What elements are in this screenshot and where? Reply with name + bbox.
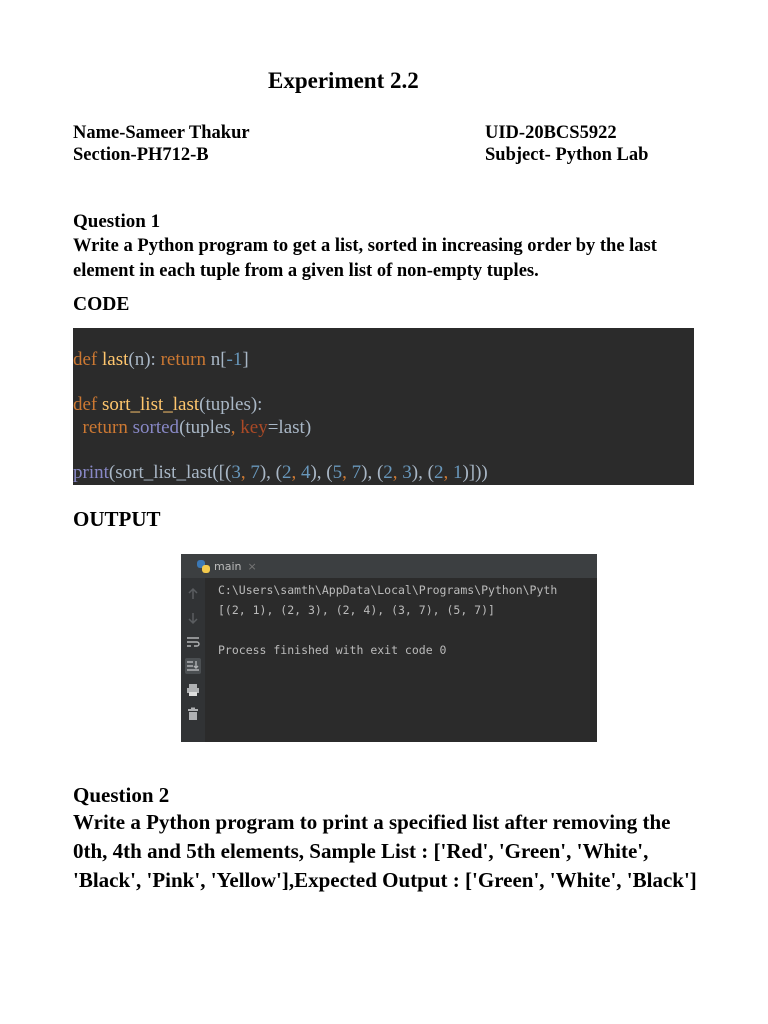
keyword: return bbox=[73, 416, 133, 438]
code-text: ), ( bbox=[310, 461, 333, 483]
down-arrow-icon[interactable] bbox=[185, 610, 201, 626]
code-text: )])) bbox=[462, 461, 488, 483]
question1-label: Question 1 bbox=[73, 211, 161, 232]
up-arrow-icon[interactable] bbox=[185, 586, 201, 602]
code-text: (sort_list_last([( bbox=[108, 461, 232, 483]
comma: , bbox=[291, 461, 301, 483]
number-literal: 7 bbox=[351, 461, 362, 483]
comma: , bbox=[392, 461, 403, 483]
number-literal: 2 bbox=[433, 461, 444, 483]
keyword: def bbox=[73, 394, 103, 415]
student-uid: UID-20BCS5922 bbox=[485, 123, 617, 143]
number-literal: 1 bbox=[452, 461, 463, 483]
code-text: ), ( bbox=[361, 461, 384, 483]
code-line-1 bbox=[73, 349, 694, 372]
number-literal: -1 bbox=[226, 349, 243, 370]
code-text: =last) bbox=[267, 416, 312, 438]
code-label: CODE bbox=[73, 294, 130, 315]
code-text: ), ( bbox=[411, 461, 434, 483]
function-name: sort_list_last bbox=[102, 394, 200, 415]
code-text: (tuples bbox=[179, 416, 231, 438]
terminal-exit-line: Process finished with exit code 0 bbox=[218, 643, 447, 657]
code-line-4 bbox=[73, 462, 694, 485]
number-literal: 3 bbox=[231, 461, 241, 483]
soft-wrap-icon[interactable] bbox=[185, 634, 201, 650]
terminal-toolbar bbox=[181, 578, 205, 742]
number-literal: 2 bbox=[281, 461, 292, 483]
comma: , bbox=[443, 461, 453, 483]
question2-text: Write a Python program to print a specified list after removing the 0th, 4th and 5th elements, Sample List : ['Red', 'Green', 'White', 'Black', 'Pink', 'Yellow'],Expected Output : ['Green', 'White', 'Black'] bbox=[73, 810, 697, 892]
code-block bbox=[73, 328, 694, 485]
code-line-2 bbox=[73, 394, 694, 417]
builtin-name: print bbox=[73, 461, 109, 483]
question2-label: Question 2 bbox=[73, 783, 170, 807]
question1-text: Write a Python program to get a list, sorted in increasing order by the last element in each tuple from a given list of non-empty tuples. bbox=[73, 236, 657, 281]
scroll-to-end-icon[interactable] bbox=[185, 658, 201, 674]
student-name: Name-Sameer Thakur bbox=[73, 123, 250, 143]
terminal-result-line: [(2, 1), (2, 3), (2, 4), (3, 7), (5, 7)] bbox=[218, 603, 495, 617]
close-icon[interactable]: × bbox=[247, 559, 257, 573]
code-text: ), ( bbox=[259, 461, 282, 483]
keyword-argument: key bbox=[240, 416, 268, 438]
code-blank-line bbox=[73, 439, 694, 462]
code-text: (n): bbox=[128, 349, 161, 370]
number-literal: 5 bbox=[332, 461, 343, 483]
code-text: ] bbox=[242, 349, 249, 370]
builtin-name: sorted bbox=[132, 416, 180, 438]
student-section: Section-PH712-B bbox=[73, 145, 209, 165]
keyword: return bbox=[160, 349, 211, 370]
comma: , bbox=[342, 461, 352, 483]
number-literal: 2 bbox=[383, 461, 393, 483]
print-icon[interactable] bbox=[185, 682, 201, 698]
page-title: Experiment 2.2 bbox=[268, 68, 419, 93]
function-name: last bbox=[102, 349, 129, 370]
terminal-tab-bar bbox=[181, 554, 597, 578]
code-blank-line bbox=[73, 372, 694, 395]
terminal-path-line: C:\Users\samth\AppData\Local\Programs\Python\Pyth bbox=[218, 583, 558, 597]
keyword: def bbox=[73, 349, 103, 370]
output-label: OUTPUT bbox=[73, 507, 161, 531]
terminal-screenshot bbox=[181, 554, 597, 742]
code-text: n[ bbox=[210, 349, 227, 370]
number-literal: 7 bbox=[250, 461, 260, 483]
run-tab-label: main bbox=[214, 559, 242, 573]
number-literal: 4 bbox=[300, 461, 311, 483]
comma: , bbox=[240, 461, 251, 483]
python-icon bbox=[197, 560, 210, 573]
subject: Subject- Python Lab bbox=[485, 145, 649, 165]
code-line-3 bbox=[73, 417, 694, 440]
comma: , bbox=[230, 416, 241, 438]
trash-icon[interactable] bbox=[185, 706, 201, 722]
number-literal: 3 bbox=[402, 461, 412, 483]
code-text: (tuples): bbox=[199, 394, 263, 415]
run-tab-main[interactable] bbox=[197, 558, 257, 574]
